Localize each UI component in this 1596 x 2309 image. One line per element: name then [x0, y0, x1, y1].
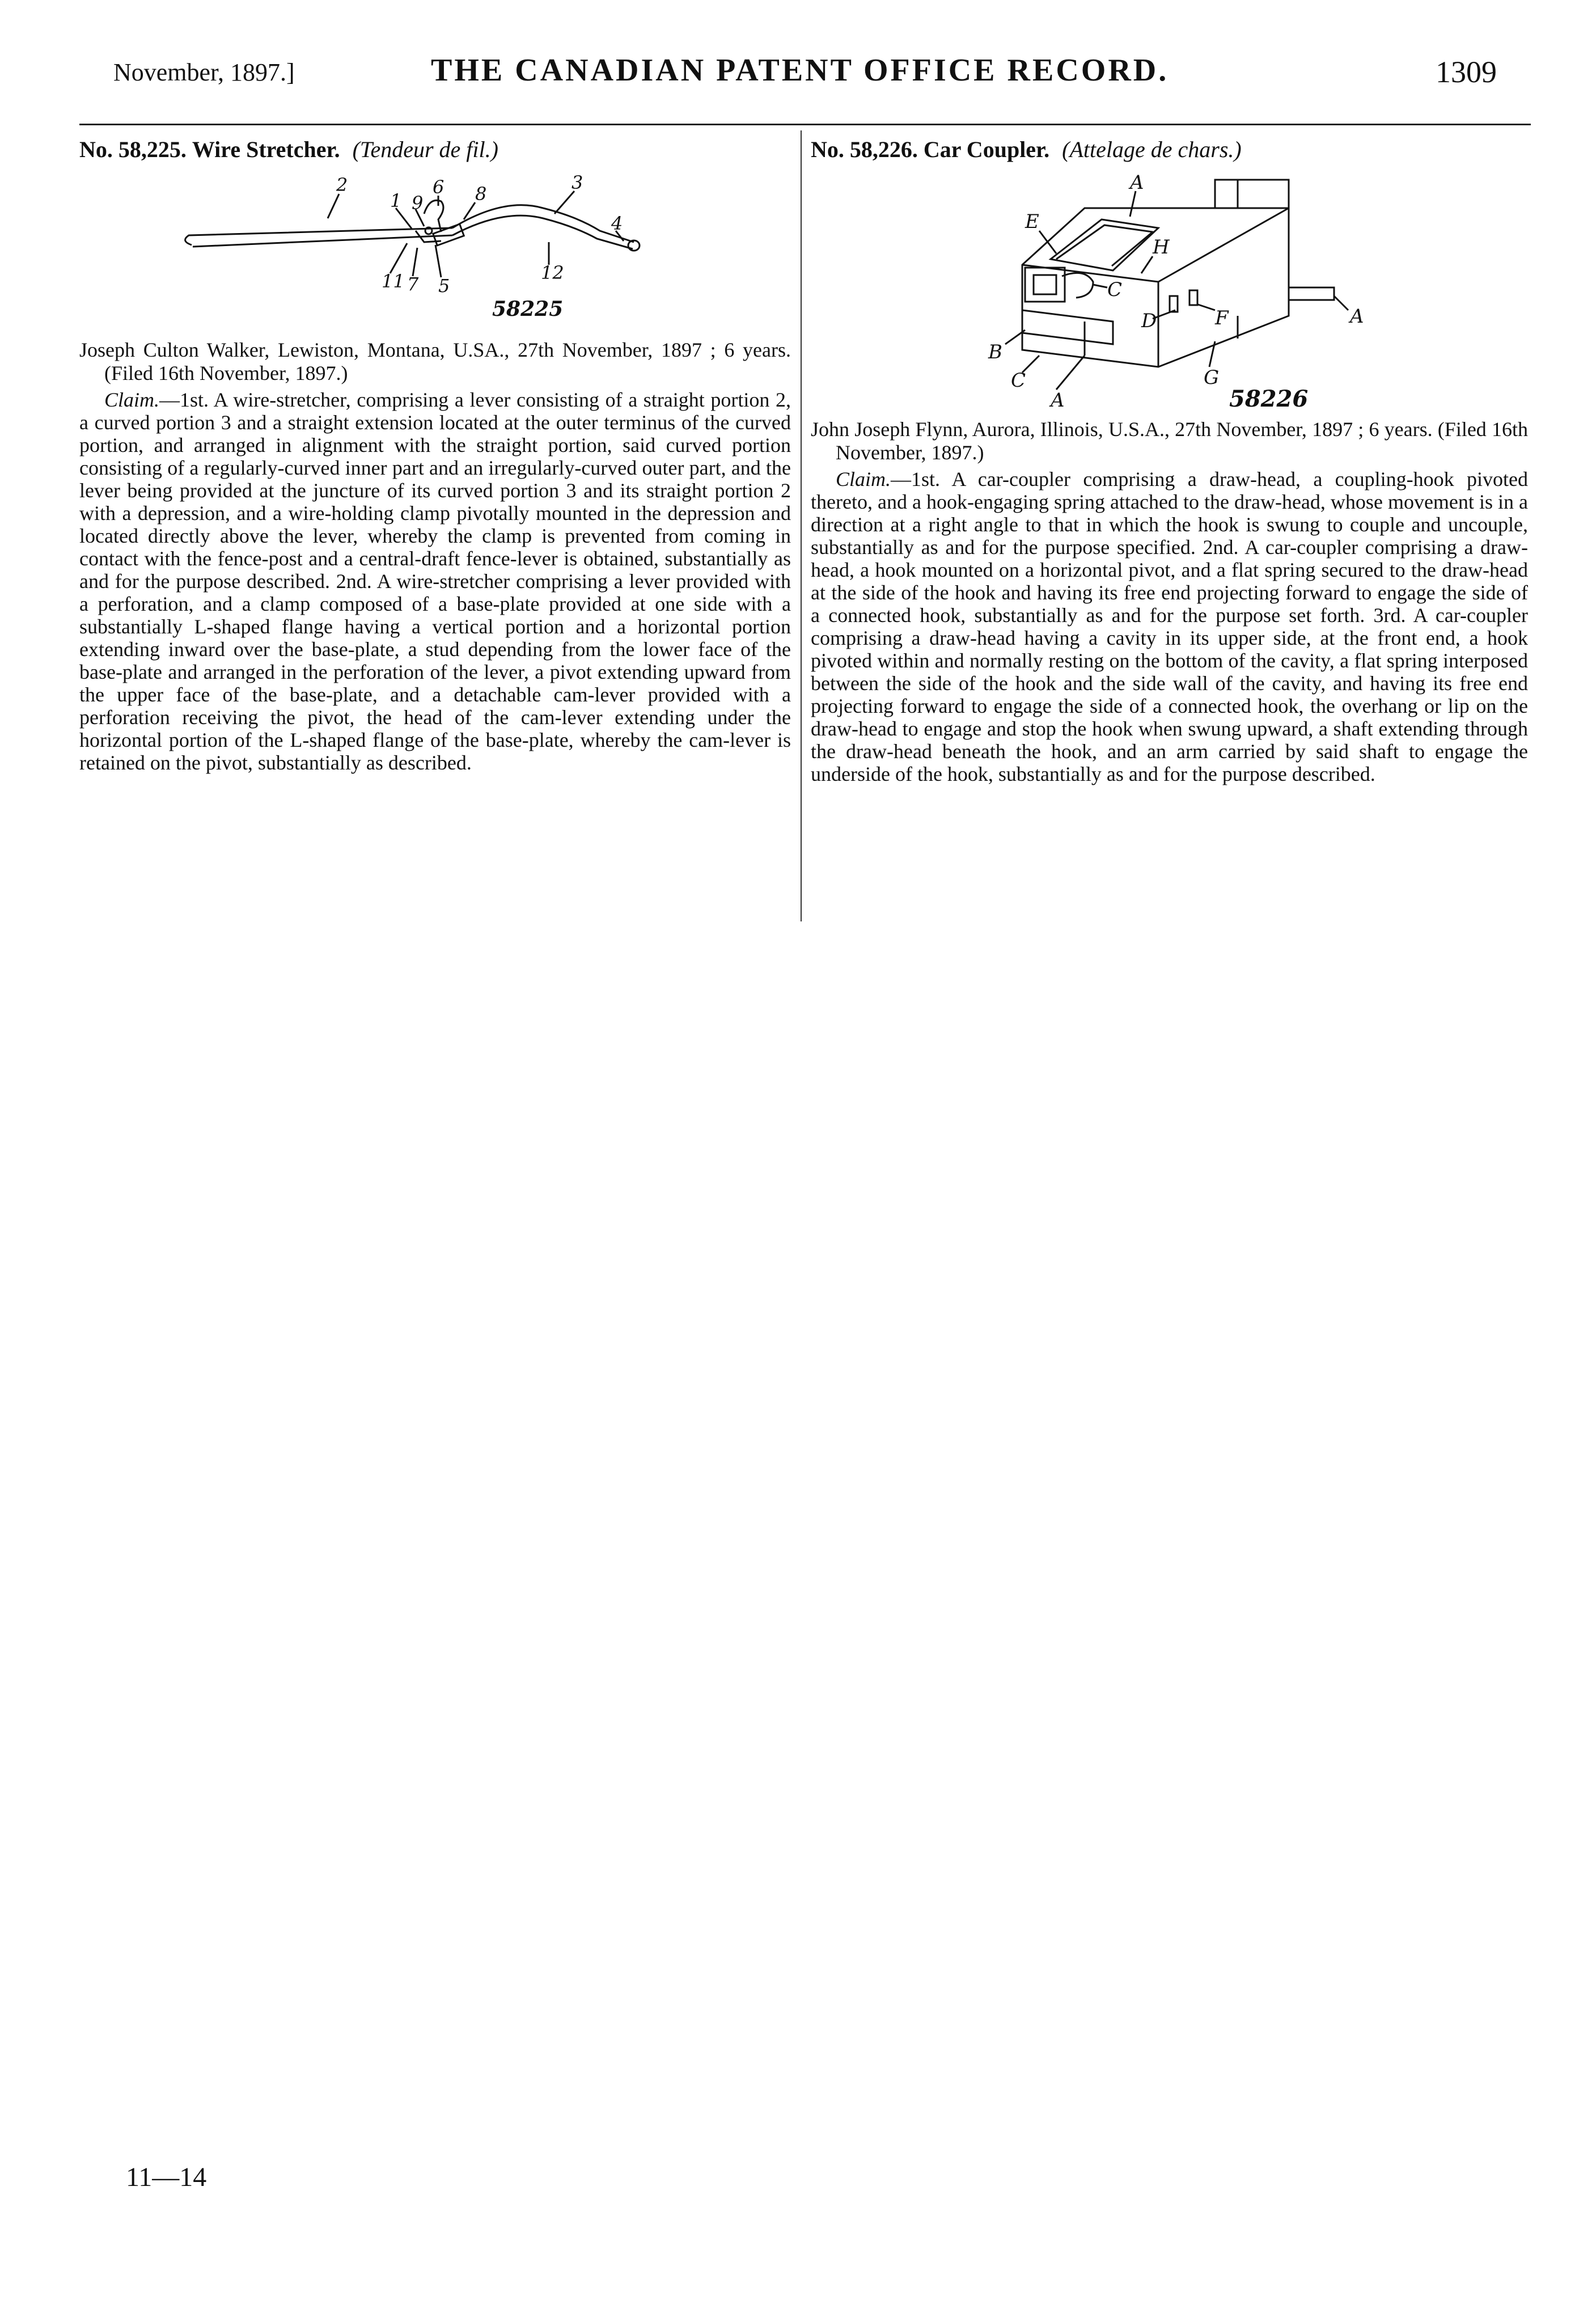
patent-french-title: (Tendeur de fil.)	[352, 137, 498, 162]
car-coupler-figure	[971, 174, 1368, 418]
patent-number: No. 58,226.	[811, 137, 918, 162]
fig-label: D	[1141, 310, 1157, 332]
claim-text: —1st. A car-coupler comprising a draw-head, a coupling-hook pivoted thereto, and a hook-engaging spring attached to the draw-head, whose movement is in a direction at a right angle to that in which the hook is swung to couple and uncouple, substantially as and for the purpose specified. 2nd. A car-coupler comprising a draw-head, a hook mounted on a horizontal pivot, and a flat spring secured to the draw-head at the side of the hook and having its free end projecting forward to engage the side of a connected hook, substantially as and for the purpose set forth. 3rd. A car-coupler comprising a draw-head having a cavity in its upper side, at the front end, a hook pivoted within and normally resting on the bottom of the cavity, a flat spring interposed between the side of the hook and the side wall of the cavity, and having its free end projecting forward to engage the side of a connected hook, the overhang or lip on the draw-head to engage and stop the hook when swung upward, a shaft extending through the draw-head beneath the hook, and an arm carried by said shaft to engage the underside of the hook, substantially as and for the purpose described.	[811, 468, 1528, 785]
patent-entry-car-coupler	[811, 136, 1528, 785]
claim-label: Claim.	[104, 388, 160, 411]
page-header	[113, 52, 1497, 98]
fig-label: A	[1050, 389, 1065, 412]
wire-stretcher-figure	[158, 174, 713, 339]
patentee-info: John Joseph Flynn, Aurora, Illinois, U.S.A., 27th November, 1897 ; 6 years. (Filed 16th November, 1897.)	[811, 418, 1528, 464]
fig-label: C	[1107, 278, 1122, 301]
header-date: November, 1897.]	[113, 58, 295, 86]
fig-label: B	[988, 341, 1002, 363]
claim-text: —1st. A wire-stretcher, comprising a lever consisting of a straight portion 2, a curved portion 3 and a straight extension located at the outer terminus of the curved portion, and arranged in alignment with the straight portion, said curved portion consisting of a regularly-curved inner part and an irregularly-curved outer part, and the lever being provided at the juncture of its curved portion 3 and its straight portion 2 with a depression, and a wire-holding clamp pivotally mounted in the depression and located directly above the lever, whereby the clamp is prevented from coming in contact with the fence-post and a central-draft fence-lever is obtained, substantially as and for the purpose described. 2nd. A wire-stretcher comprising a lever provided with a perforation, and a clamp composed of a base-plate provided at one side with a substantially L-shaped flange having a vertical portion and a horizontal portion extending inward over the base-plate, a stud depending from the lower face of the base-plate and arranged in the perforation of the lever, a pivot extending upward from the upper face of the base-plate, and a detachable cam-lever provided with a perforation receiving the pivot, the head of the cam-lever extending under the horizontal portion of the L-shaped flange of the base-plate, whereby the cam-lever is retained on the pivot, substantially as described.	[79, 388, 791, 774]
patent-title: Car Coupler.	[923, 137, 1050, 162]
fig-label: G	[1203, 366, 1219, 389]
entry-heading	[811, 136, 1528, 163]
handwritten-patent-number: 58226	[1229, 386, 1308, 412]
header-title: THE CANADIAN PATENT OFFICE RECORD.	[431, 53, 1169, 88]
patent-number: No. 58,225.	[79, 137, 187, 162]
fig-label: 3	[571, 174, 583, 193]
claims-paragraph	[811, 468, 1528, 785]
fig-label: A	[1129, 174, 1144, 194]
claim-label: Claim.	[836, 468, 891, 490]
fig-label: 7	[407, 273, 418, 295]
printer-signature: 11—14	[126, 2162, 207, 2192]
fig-label: 1	[390, 190, 401, 212]
header-rule	[79, 124, 1531, 125]
fig-label: 12	[540, 262, 564, 284]
fig-label: C	[1010, 369, 1026, 392]
fig-label: 5	[438, 275, 450, 297]
fig-label: 8	[475, 183, 486, 205]
handwritten-patent-number: 58225	[492, 297, 563, 321]
fig-label: 4	[611, 213, 623, 234]
patent-title: Wire Stretcher.	[192, 137, 340, 162]
claims-paragraph	[79, 388, 791, 774]
page-number: 1309	[1436, 55, 1497, 89]
patent-french-title: (Attelage de chars.)	[1062, 137, 1242, 162]
fig-label: 2	[336, 174, 348, 196]
fig-label: 9	[411, 192, 423, 214]
fig-label: A	[1349, 305, 1364, 328]
fig-label: H	[1152, 236, 1170, 259]
fig-label: F	[1214, 307, 1229, 329]
column-divider	[801, 130, 802, 921]
patent-entry-wire-stretcher	[79, 136, 791, 774]
fig-label: E	[1025, 210, 1039, 233]
patentee-info: Joseph Culton Walker, Lewiston, Montana, U.SA., 27th November, 1897 ; 6 years. (Filed 16th November, 1897.)	[79, 339, 791, 384]
entry-heading	[79, 136, 791, 163]
fig-label: 6	[432, 176, 444, 198]
fig-label: 11	[381, 270, 405, 292]
